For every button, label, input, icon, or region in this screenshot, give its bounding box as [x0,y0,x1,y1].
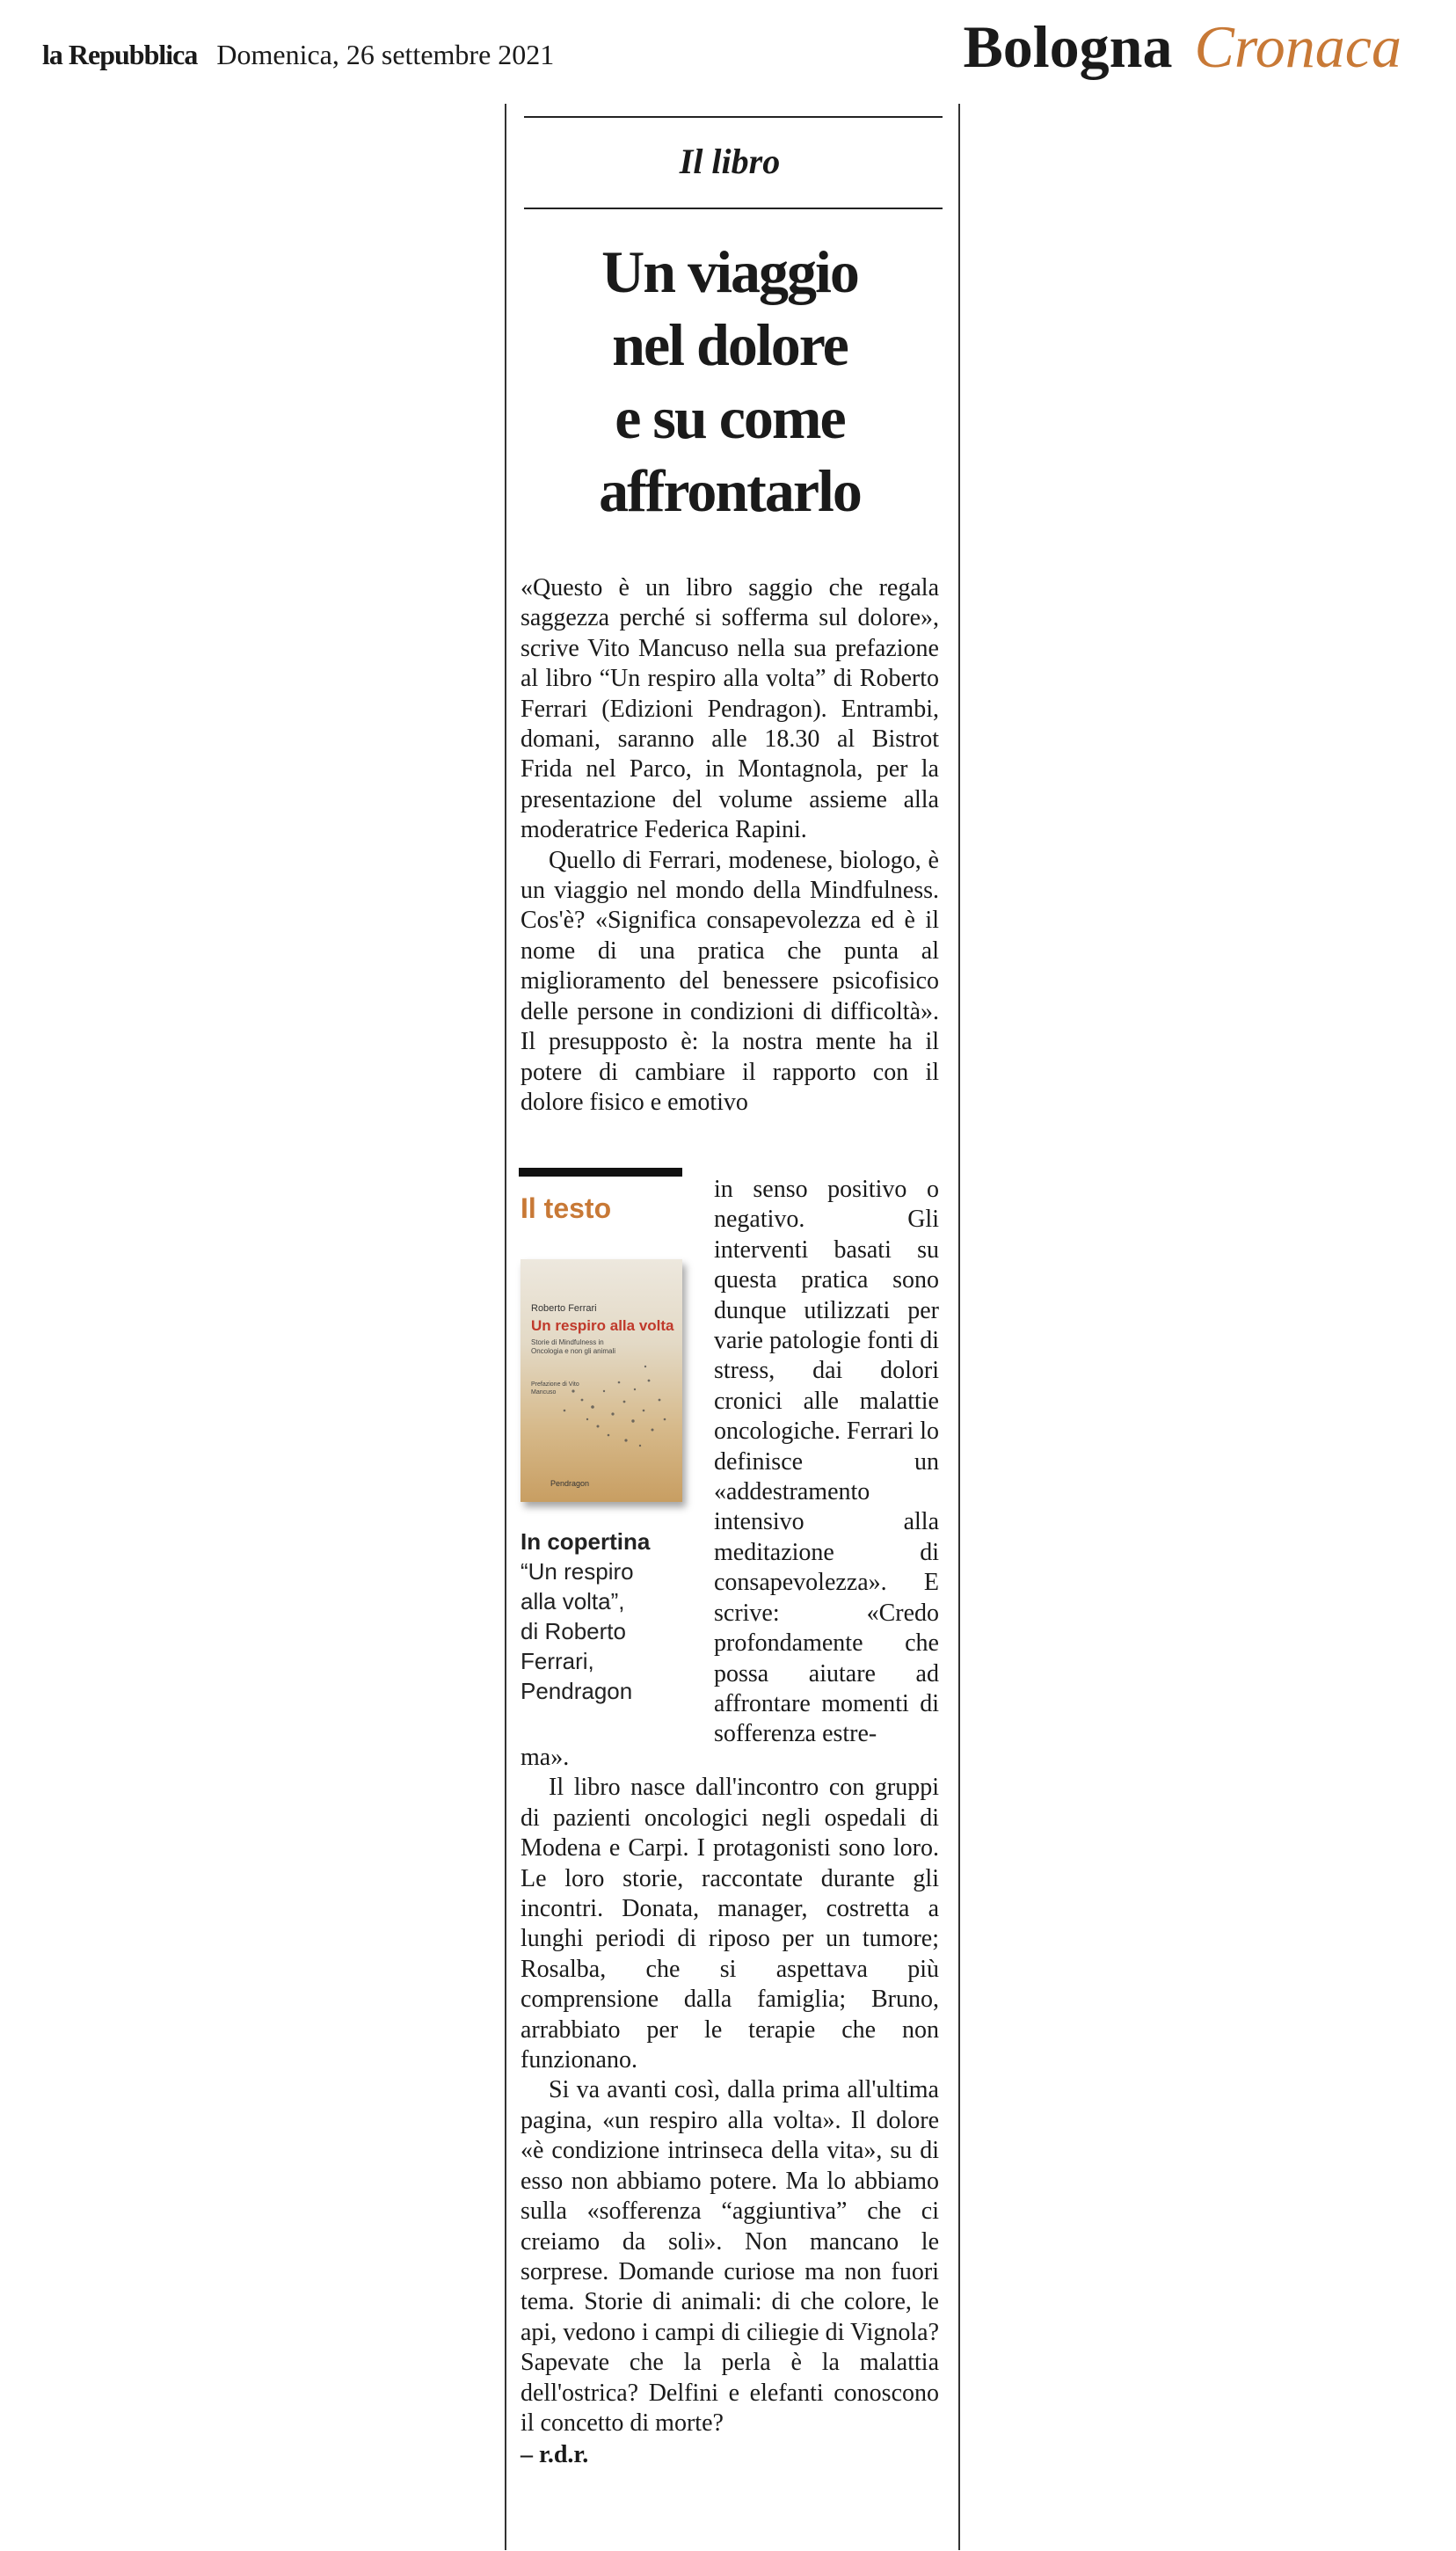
paragraph: Il libro nasce dall'incontro con gruppi di pazienti oncologici negli ospedali di Modena e Carpi. I protagonisti sono loro. Le loro storie, raccontate durante gli incontri. Donata, manager, costretta a lunghi periodi di riposo per un tumore; Rosalba, che si aspettava più comprensione dalla famiglia; Bruno, arrabbiato per le terapie che non funzionano. [521,1774,939,2074]
newspaper-name: la Repubblica [42,39,198,70]
caption-line: Pendragon [521,1678,633,1704]
cover-title: Un respiro alla volta [531,1317,674,1334]
paragraph: ma». [521,1744,570,1771]
section-name: Cronaca [1194,13,1401,80]
kicker: Il libro [679,142,781,181]
paragraph: Si va avanti così, dalla prima all'ultima pagina, «un respiro alla volta». Il dolore «è condizione intrinseca della vita», su di esso non abbiamo potere. Ma lo abbiamo sulla «sofferenza “aggiuntiva” che ci creiamo da soli». Non mancano le sorprese. Domande curiose ma non fuori tema. Storie di animali: di che colore, le api, vedono i campi di ciliegie di Vignola? Sapevate che la perla è la malattia dell'ostrica? Delfini e elefanti conoscono il concetto di morte? [521,2076,939,2437]
issue-date: Domenica, 26 settembre 2021 [216,39,555,70]
cover-preface: Prefazione di Vito Mancuso [531,1381,579,1396]
caption-line: Ferrari, [521,1648,594,1674]
caption-line: alla volta”, [521,1588,625,1614]
right-column-rule [958,104,960,2550]
caption-line: “Un respiro [521,1558,634,1585]
caption-line: di Roberto [521,1618,626,1644]
book-cover-image [521,1259,682,1502]
section-header [963,12,1401,82]
article-body-narrow [714,1175,939,1750]
paragraph: in senso positivo o negativo. Gli interventi basati su questa pratica sono dunque utilizzati per varie patologie fonti di stress, dai dolori cronici alle malattie oncologiche. Ferrari lo definisce un «addestramento intensivo alla meditazione di consapevolezza». E scrive: «Credo profondamente che possa aiutare ad affrontare momenti di sofferenza estre- [714,1176,939,1748]
paragraph: «Questo è un libro saggio che regala saggezza perché si sofferma sul dolore», scrive Vito Mancuso nella sua prefazione al libro “Un respiro alla volta” di Roberto Ferrari (Edizioni Pendragon). Entrambi, domani, saranno alle 18.30 al Bistrot Frida nel Parco, in Montagnola, per la presentazione del volume assieme alla moderatrice Federica Rapini. [521,574,939,844]
headline-line: Un viaggio [601,238,858,305]
sidebar-top-bar [519,1168,682,1177]
cover-subtitle: Storie di Mindfulness in Oncologia e non gli animali [531,1338,616,1355]
headline-line: e su come [615,384,845,451]
article-body-bottom [521,1743,939,2471]
left-column-rule [505,104,506,2550]
paragraph: Quello di Ferrari, modenese, biologo, è un viaggio nel mondo della Mindfulness. Cos'è? «Significa consapevolezza ed è il nome di una pratica che punta al miglioramento del benessere psicofisico delle persone in condizioni di difficoltà». Il presupposto è: la nostra mente ha il potere di cambiare il rapporto con il dolore fisico e emotivo [521,846,939,1116]
caption-title: In copertina [521,1528,651,1555]
city-name: Bologna [963,13,1173,80]
article-body-top [521,573,939,1118]
headline [521,236,939,528]
masthead [42,39,554,71]
cover-author: Roberto Ferrari [531,1303,597,1314]
kicker-top-rule [524,116,943,118]
headline-line: nel dolore [612,311,848,378]
author-signature: – r.d.r. [521,2441,589,2469]
kicker-bottom-rule [524,208,943,209]
cover-caption [521,1527,696,1706]
sidebar-title: Il testo [521,1192,612,1224]
cover-publisher: Pendragon [550,1479,590,1488]
headline-line: affrontarlo [599,457,861,524]
